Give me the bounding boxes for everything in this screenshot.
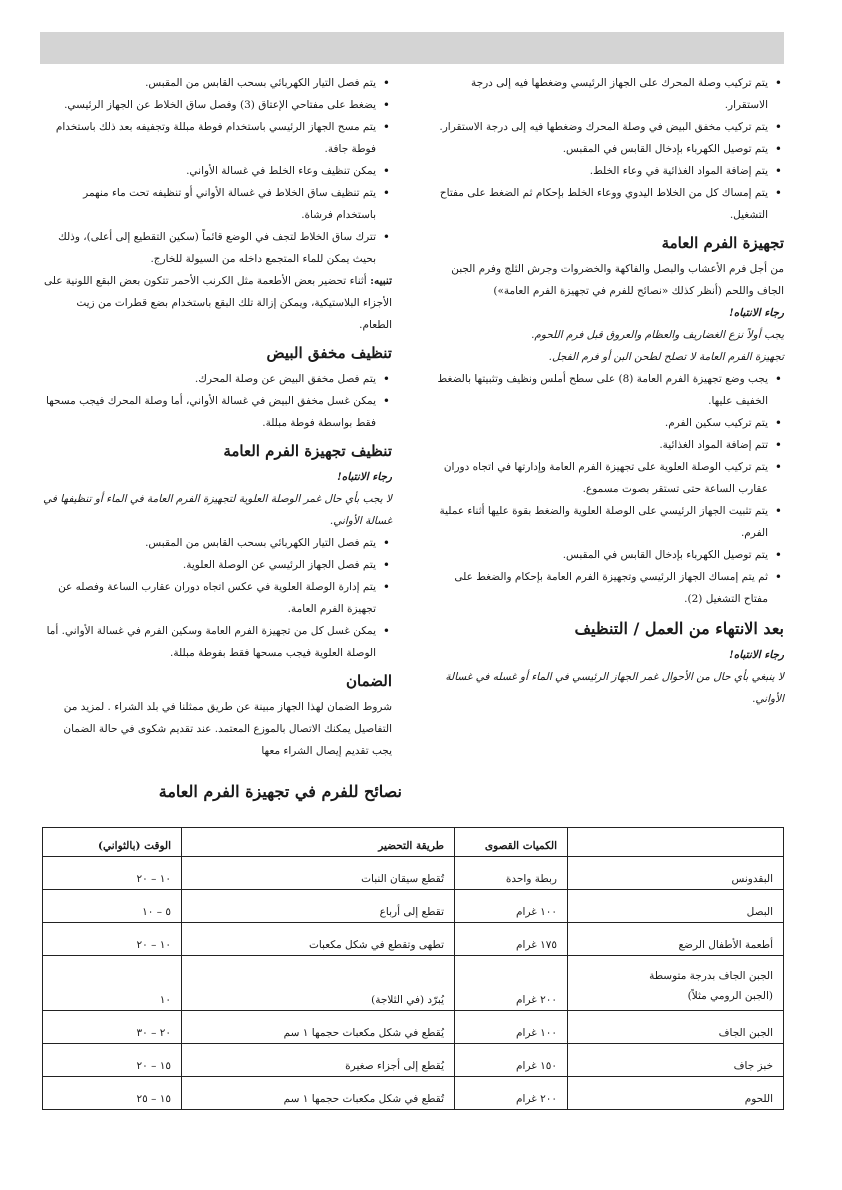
list-item: • يتم تركيب مخفق البيض في وصلة المحرك وضغطها فيه إلى درجة الاستقرار. <box>434 116 768 138</box>
header-food <box>568 828 784 857</box>
list-item: • يتم تنظيف ساق الخلاط في غسالة الأواني أو تنظيفه تحت ماء منهمر باستخدام فرشاة. <box>42 182 376 226</box>
attention-label: رجاء الانتباه! <box>729 307 784 319</box>
mincer-bullets <box>434 368 784 610</box>
cell-quantity: ١٧٥ غرام <box>455 923 568 956</box>
list-item: • يمكن تنظيف وعاء الخلط في غسالة الأواني. <box>42 160 376 182</box>
cell-time: ١٠ – ٢٠ <box>43 857 182 890</box>
tips-table <box>42 827 784 1110</box>
cell-food: اللحوم <box>568 1077 784 1110</box>
header-preparation: طريقة التحضير <box>182 828 455 857</box>
cell-food: البصل <box>568 890 784 923</box>
list-item: • يتم تركيب سكين الفرم. <box>434 412 768 434</box>
left-column <box>42 72 392 762</box>
list-item: • يتم تركيب الوصلة العلوية على تجهيزة الفرم العامة وإدارتها في اتجاه دوران عقارب الساعة حتى تستقر بصوت مسموع. <box>434 456 768 500</box>
list-item: • يتم فصل التيار الكهربائي بسحب القابس من المقبس. <box>42 532 376 554</box>
list-item: • يتم فصل الجهاز الرئيسي عن الوصلة العلوية. <box>42 554 376 576</box>
cell-quantity: ٢٠٠ غرام <box>455 1077 568 1110</box>
table-row <box>43 857 784 890</box>
table-row <box>43 1011 784 1044</box>
mincer-text: من أجل فرم الأعشاب والبصل والفاكهة والخضروات وجرش الثلج وفرم الجبن الجاف واللحم (أنظر كذلك «نصائح للفرم في تجهيزة الفرم العامة») <box>451 263 784 297</box>
list-item: • يتم مسح الجهاز الرئيسي باستخدام فوطة مبللة وتجفيفه بعد ذلك باستخدام فوطة جافة. <box>42 116 376 160</box>
attach-bullets <box>434 72 784 226</box>
list-item: • يتم فصل مخفق البيض عن وصلة المحرك. <box>42 368 376 390</box>
cell-time: ٥ – ١٠ <box>43 890 182 923</box>
after-use-heading: بعد الانتهاء من العمل / التنظيف <box>574 619 784 638</box>
mincer-cleaning-bullets <box>42 532 392 664</box>
warranty-heading: الضمان <box>345 672 392 690</box>
cell-food: الجبن الجاف <box>568 1011 784 1044</box>
list-item: • يتم إمساك كل من الخلاط اليدوي ووعاء الخلط بإحكام ثم الضغط على مفتاح التشغيل. <box>434 182 768 226</box>
cell-preparation: تُقطع سيقان النبات <box>182 857 455 890</box>
cell-quantity: ٢٠٠ غرام <box>455 956 568 1011</box>
cell-preparation: تطهى وتقطع في شكل مكعبات <box>182 923 455 956</box>
header-time: الوقت (بالثواني) <box>43 828 182 857</box>
mincer-warning: يجب أولاً نزع الغضاريف والعظام والعروق قبل فرم اللحوم. <box>531 329 784 341</box>
tips-title: نصائح للفرم في تجهيزة الفرم العامة <box>158 782 402 801</box>
note-label: تنبيه: <box>370 275 392 287</box>
header-band <box>40 32 784 64</box>
list-item: • يجب وضع تجهيزة الفرم العامة (8) على سطح أملس ونظيف وتثبيتها بالضغط الخفيف عليها. <box>434 368 768 412</box>
list-item: • تتم إضافة المواد الغذائية. <box>434 434 768 456</box>
cell-preparation: تقطع إلى أرباع <box>182 890 455 923</box>
cell-time: ١٠ <box>43 956 182 1011</box>
cell-time: ١٠ – ٢٠ <box>43 923 182 956</box>
mincer-cleaning-warning: لا يجب بأي حال غمر الوصلة العلوية لتجهيزة الفرم العامة في الماء أو تنظيفها في غسالة الأواني. <box>43 493 392 527</box>
header-quantity: الكميات القصوى <box>455 828 568 857</box>
cell-preparation: يُقطع إلى أجزاء صغيرة <box>182 1044 455 1077</box>
list-item: • يتم توصيل الكهرباء بإدخال القابس في المقبس. <box>434 544 768 566</box>
table-row <box>43 956 784 1011</box>
list-item: • يتم إدارة الوصلة العلوية في عكس اتجاه دوران عقارب الساعة وفصله عن تجهيزة الفرم العامة. <box>42 576 376 620</box>
cell-food: أطعمة الأطفال الرضع <box>568 923 784 956</box>
after-use-warning: لا ينبغي بأي حال من الأحوال غمر الجهاز الرئيسي في الماء أو غسله في غسالة الأواني. <box>445 671 784 705</box>
cell-quantity: ١٠٠ غرام <box>455 890 568 923</box>
cell-food: البقدونس <box>568 857 784 890</box>
whisk-bullets <box>42 368 392 434</box>
table-row <box>43 1077 784 1110</box>
list-item: • يمكن غسل كل من تجهيزة الفرم العامة وسكين الفرم في غسالة الأواني. أما الوصلة العلوية فيجب مسحها فقط بفوطة مبللة. <box>42 620 376 664</box>
whisk-cleaning-heading: تنظيف مخفق البيض <box>266 344 392 362</box>
mincer-cleaning-heading: تنظيف تجهيزة الفرم العامة <box>223 442 392 460</box>
list-item: • ثم يتم إمساك الجهاز الرئيسي وتجهيزة الفرم العامة بإحكام والضغط على مفتاح التشغيل (2). <box>434 566 768 610</box>
table-header-row <box>43 828 784 857</box>
note-text: أثناء تحضير بعض الأطعمة مثل الكرنب الأحمر تتكون بعض البقع اللونية على الأجزاء البلاستيكية، ويمكن إزالة تلك البقع باستخدام بضع قطرات من زيت الطعام. <box>43 275 392 331</box>
attention-label: رجاء الانتباه! <box>729 649 784 661</box>
cell-preparation: تُقطع في شكل مكعبات حجمها ١ سم <box>182 1077 455 1110</box>
cell-time: ٢٠ – ٣٠ <box>43 1011 182 1044</box>
cleaning-bullets <box>42 72 392 270</box>
list-item: • يتم توصيل الكهرباء بإدخال القابس في المقبس. <box>434 138 768 160</box>
cell-time: ١٥ – ٢٥ <box>43 1077 182 1110</box>
list-item: • يمكن غسل مخفق البيض في غسالة الأواني، أما وصلة المحرك فيجب مسحها فقط بواسطة فوطة مبللة. <box>42 390 376 434</box>
list-item: • يضغط على مفتاحي الإعتاق (3) وفصل ساق الخلاط عن الجهاز الرئيسي. <box>42 94 376 116</box>
list-item: • يتم فصل التيار الكهربائي بسحب القابس من المقبس. <box>42 72 376 94</box>
attention-label: رجاء الانتباه! <box>337 471 392 483</box>
cell-quantity: ١٥٠ غرام <box>455 1044 568 1077</box>
warranty-text: شروط الضمان لهذا الجهاز مبينة عن طريق ممثلنا في بلد الشراء . لمزيد من التفاصيل يمكنك الاتصال بالموزع المعتمد. عند تقديم شكوى في حالة الضمان يجب تقديم إيصال الشراء معها <box>63 701 392 757</box>
table-row <box>43 1044 784 1077</box>
cell-quantity: ربطة واحدة <box>455 857 568 890</box>
mincer-warning: تجهيزة الفرم العامة لا تصلح لطحن البن أو فرم الفجل. <box>548 351 784 363</box>
list-item: • يتم تركيب وصلة المحرك على الجهاز الرئيسي وضغطها فيه إلى درجة الاستقرار. <box>434 72 768 116</box>
cell-time: ١٥ – ٢٠ <box>43 1044 182 1077</box>
list-item: • يتم تثبيت الجهاز الرئيسي على الوصلة العلوية والضغط بقوة عليها أثناء عملية الفرم. <box>434 500 768 544</box>
right-column <box>434 72 784 710</box>
list-item: • تترك ساق الخلاط لتجف في الوضع قائماً (سكين التقطيع إلى أعلى)، وذلك بحيث يمكن للماء المتجمع داخله من السيولة للخارج. <box>42 226 376 270</box>
cell-food: خبز جاف <box>568 1044 784 1077</box>
cell-preparation: يُقطع في شكل مكعبات حجمها ١ سم <box>182 1011 455 1044</box>
mincer-heading: تجهيزة الفرم العامة <box>661 234 784 252</box>
cell-quantity: ١٠٠ غرام <box>455 1011 568 1044</box>
cell-food: الجبن الجاف بدرجة متوسطة (الجبن الرومي مثلاً) <box>568 956 784 1011</box>
cell-preparation: يُبرّد (في الثلاجة) <box>182 956 455 1011</box>
table-row <box>43 923 784 956</box>
note-paragraph <box>42 270 392 336</box>
table-row <box>43 890 784 923</box>
list-item: • يتم إضافة المواد الغذائية في وعاء الخلط. <box>434 160 768 182</box>
